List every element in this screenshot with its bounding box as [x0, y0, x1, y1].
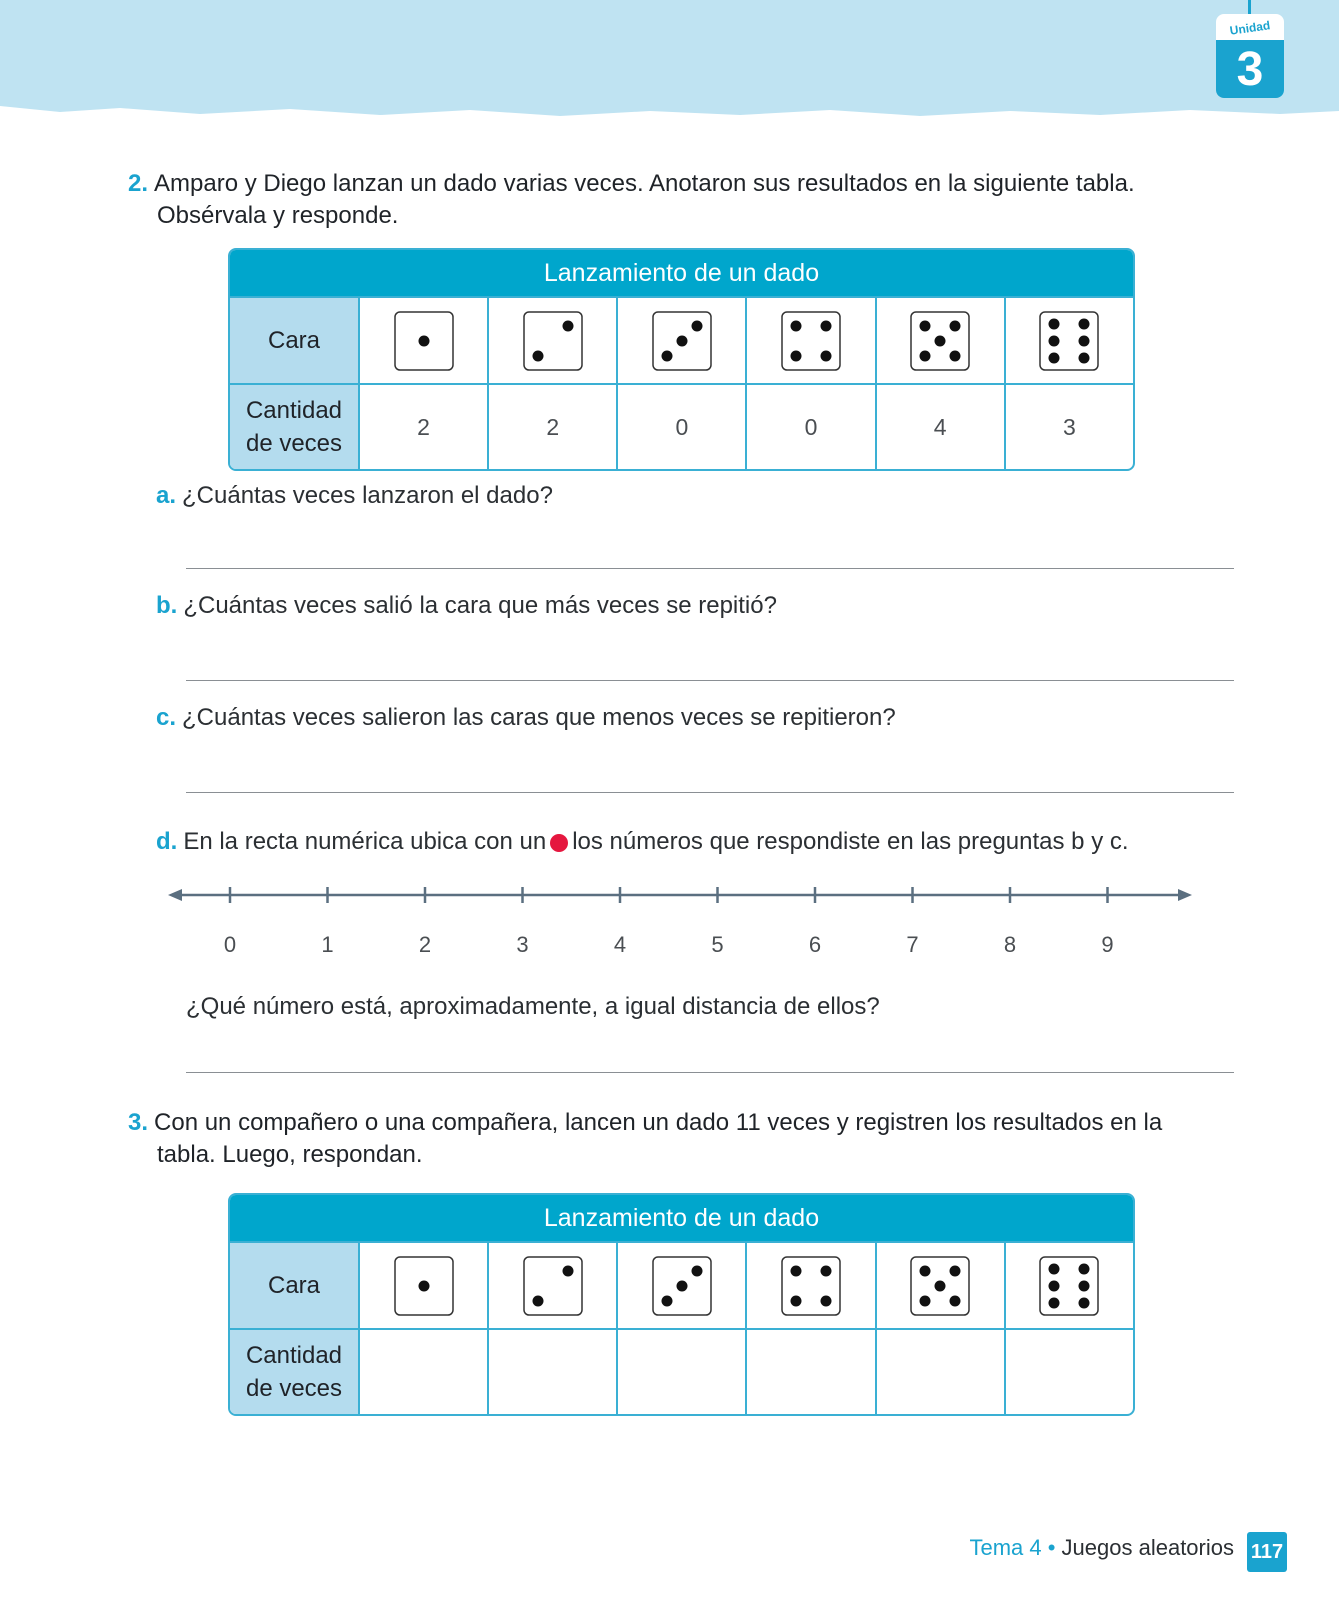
answer-line-a[interactable]: [186, 568, 1234, 569]
unit-number: 3: [1236, 43, 1264, 96]
number-line: [168, 880, 1192, 910]
die-1-icon: [394, 1256, 454, 1316]
count-cell: 2: [358, 383, 487, 469]
die-face-4: [745, 296, 874, 383]
question-3: [128, 1107, 1162, 1171]
number-line-label: 0: [223, 932, 237, 957]
count-input-cell[interactable]: [875, 1328, 1004, 1414]
answer-line-c[interactable]: [186, 792, 1234, 793]
face-row-label: Cara: [230, 1241, 358, 1328]
number-line-label: 6: [808, 932, 822, 957]
footer-title: Juegos aleatorios: [1061, 1535, 1234, 1560]
die-face-6: [1004, 1241, 1133, 1328]
number-line-label: 8: [1003, 932, 1017, 957]
torn-edge: [0, 96, 1339, 126]
subquestion-letter: a.: [156, 482, 177, 509]
die-face-1: [358, 1241, 487, 1328]
count-input-cell[interactable]: [616, 1328, 745, 1414]
footer-tema: Tema 4 •: [969, 1535, 1056, 1560]
count-label-line2: de veces: [245, 430, 343, 457]
count-cell: 0: [745, 383, 874, 469]
count-input-cell[interactable]: [358, 1328, 487, 1414]
table-title: Lanzamiento de un dado: [230, 1195, 1133, 1241]
subquestion-text-before: En la recta numérica ubica con un: [183, 828, 547, 855]
number-line-label: 9: [1101, 932, 1114, 957]
subquestion-text: ¿Cuántas veces salieron las caras que menos veces se repitieron?: [182, 704, 896, 731]
subquestion-b: [156, 591, 777, 621]
die-2-icon: [523, 311, 583, 371]
number-line-label: 7: [906, 932, 919, 957]
unit-badge: [1216, 14, 1284, 98]
die-4-icon: [781, 311, 841, 371]
header-band: [0, 0, 1339, 118]
die-5-icon: [910, 1256, 970, 1316]
die-face-5: [875, 296, 1004, 383]
arrow-left-icon: [168, 889, 182, 901]
dice-record-table: [228, 1193, 1135, 1416]
dice-results-table: [228, 248, 1135, 471]
number-line-label: 4: [613, 932, 627, 957]
question-text-line1: Amparo y Diego lanzan un dado varias veces. Anotaron sus resultados en la siguiente tabla.: [154, 170, 1135, 197]
arrow-right-icon: [1178, 889, 1192, 901]
face-row-label: Cara: [230, 296, 358, 383]
count-input-cell[interactable]: [1004, 1328, 1133, 1414]
die-5-icon: [910, 311, 970, 371]
number-line-label: 5: [711, 932, 724, 957]
die-3-icon: [652, 1256, 712, 1316]
subquestion-a: [156, 481, 553, 511]
die-face-3: [616, 296, 745, 383]
followup-question: ¿Qué número está, aproximadamente, a igual distancia de ellos?: [186, 993, 880, 1020]
subquestion-text-after: los números que respondiste en las preguntas b y c.: [572, 828, 1129, 855]
count-label-line1: Cantidad: [245, 1342, 343, 1369]
count-cell: 3: [1004, 383, 1133, 469]
question-text-line2: Obsérvala y responde.: [157, 202, 399, 229]
count-input-cell[interactable]: [487, 1328, 616, 1414]
subquestion-letter: c.: [156, 704, 177, 731]
answer-line-b[interactable]: [186, 680, 1234, 681]
die-face-5: [875, 1241, 1004, 1328]
red-dot-icon: [550, 834, 568, 852]
count-cell: 2: [487, 383, 616, 469]
die-4-icon: [781, 1256, 841, 1316]
die-face-2: [487, 1241, 616, 1328]
die-6-icon: [1039, 311, 1099, 371]
count-label-line2: de veces: [245, 1375, 343, 1402]
answer-line-followup[interactable]: [186, 1072, 1234, 1073]
count-row-label: [230, 1328, 358, 1414]
die-2-icon: [523, 1256, 583, 1316]
number-line-label: 1: [321, 932, 334, 957]
subquestion-c: [156, 703, 896, 733]
question-number: 2.: [128, 170, 149, 197]
die-face-6: [1004, 296, 1133, 383]
question-text-line1: Con un compañero o una compañera, lancen un dado 11 veces y registren los resultados en la: [154, 1109, 1163, 1136]
subquestion-text: ¿Cuántas veces lanzaron el dado?: [182, 482, 553, 509]
die-face-1: [358, 296, 487, 383]
number-line-label: 2: [418, 932, 432, 957]
die-6-icon: [1039, 1256, 1099, 1316]
unit-word: Unidad: [1228, 18, 1272, 38]
count-row-label: [230, 383, 358, 469]
die-face-4: [745, 1241, 874, 1328]
question-text-line2: tabla. Luego, respondan.: [157, 1141, 423, 1168]
die-face-2: [487, 296, 616, 383]
footer: [969, 1535, 1234, 1561]
count-cell: 4: [875, 383, 1004, 469]
count-label-line1: Cantidad: [245, 397, 343, 424]
table-title: Lanzamiento de un dado: [230, 250, 1133, 296]
subquestion-letter: d.: [156, 828, 178, 855]
die-3-icon: [652, 311, 712, 371]
question-number: 3.: [128, 1109, 149, 1136]
subquestion-letter: b.: [156, 592, 178, 619]
count-cell: 0: [616, 383, 745, 469]
number-line-label: 3: [516, 932, 529, 957]
die-1-icon: [394, 311, 454, 371]
subquestion-text: ¿Cuántas veces salió la cara que más veces se repitió?: [183, 592, 777, 619]
die-face-3: [616, 1241, 745, 1328]
question-2: [128, 168, 1135, 232]
page-number: 117: [1247, 1532, 1287, 1572]
subquestion-d: [156, 827, 1129, 857]
count-input-cell[interactable]: [745, 1328, 874, 1414]
